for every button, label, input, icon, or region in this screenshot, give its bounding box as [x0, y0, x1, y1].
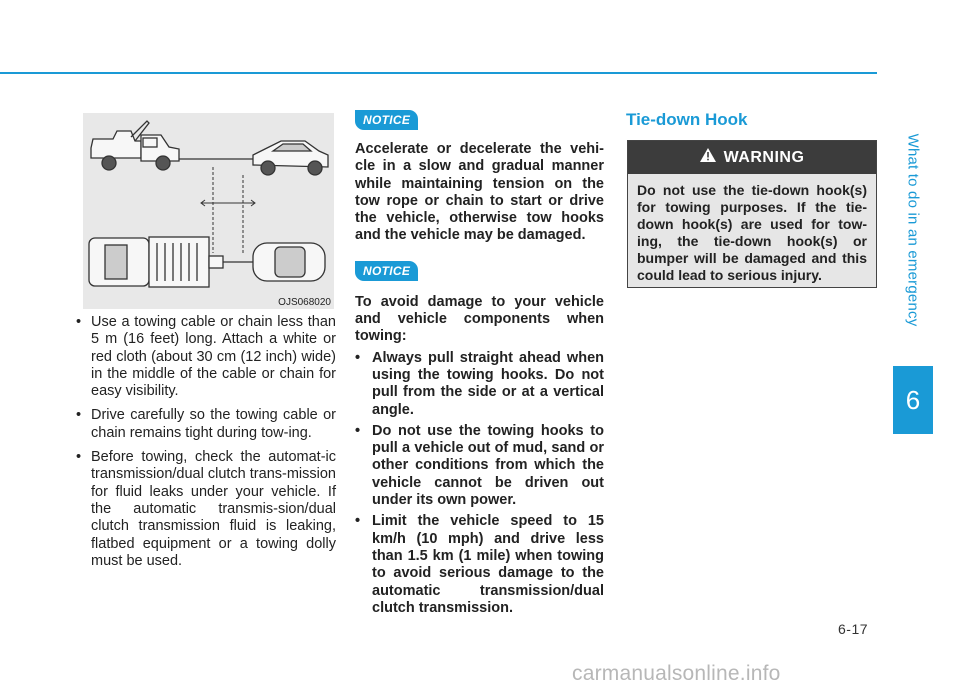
chapter-side-label — [893, 80, 933, 380]
warning-box — [627, 140, 877, 288]
chapter-title: What to do in an emergency — [904, 133, 922, 327]
warning-header — [628, 141, 876, 174]
notice-badge: NOTICE — [355, 110, 418, 130]
list-item: • Before towing, check the automat-ic transmission/dual clutch trans-mission for fluid leaks under your vehicle. If the automatic transmis-sion/dual clutch transmission fluid is leaking, flatbed equipment or a towing dolly must be used. — [74, 449, 336, 570]
list-item: • Limit the vehicle speed to 15 km/h (10 mph) and drive less than 1.5 km (1 mile) when towing to avoid serious damage to the automatic transmission/dual clutch transmission. — [355, 513, 604, 617]
notice-list — [355, 350, 604, 617]
towing-tips-list — [74, 314, 336, 570]
middle-column — [355, 110, 604, 621]
notice-badge: NOTICE — [355, 261, 418, 281]
list-item: • Do not use the towing hooks to pull a vehicle out of mud, sand or other conditions from which the vehicle cannot be driven out under its own power. — [355, 423, 604, 509]
warning-label: WARNING — [723, 148, 805, 166]
list-item: • Drive carefully so the towing cable or chain remains tight during tow-ing. — [74, 407, 336, 442]
section-title: Tie-down Hook — [626, 110, 748, 129]
chapter-number-tab: 6 — [893, 366, 933, 434]
left-column — [74, 314, 336, 577]
notice-text-1: Accelerate or decelerate the vehi-cle in a slow and gradual manner while maintaining tension on the tow rope or chain to start or drive the vehicle, otherwise tow hooks and the vehicle may be damaged. — [355, 141, 604, 244]
notice-badge-wrap-2 — [355, 261, 604, 283]
figure-code: OJS068020 — [278, 297, 331, 308]
watermark: carmanualsonline.info — [572, 662, 781, 685]
list-item: • Always pull straight ahead when using the towing hooks. Do not pull from the side or at a vertical angle. — [355, 350, 604, 419]
towing-illustration — [83, 113, 334, 309]
notice-badge-wrap-1 — [355, 110, 604, 132]
header-rule — [0, 72, 877, 74]
warning-triangle-icon — [700, 148, 716, 167]
page-number: 6-17 — [838, 621, 869, 637]
list-item: • Use a towing cable or chain less than 5 m (16 feet) long. Attach a white or red cloth (about 30 cm (12 inch) wide) in the middle of the cable or chain for easy visibility. — [74, 314, 336, 400]
notice-intro-2: To avoid damage to your vehicle and vehicle components when towing: — [355, 293, 604, 345]
warning-text: Do not use the tie-down hook(s) for towing purposes. If the tie-down hook(s) are used for tow-ing, the tie-down hook(s) or bumper will be damaged and this could lead to serious injury. — [637, 182, 867, 283]
towing-diagram-icon — [83, 113, 334, 309]
